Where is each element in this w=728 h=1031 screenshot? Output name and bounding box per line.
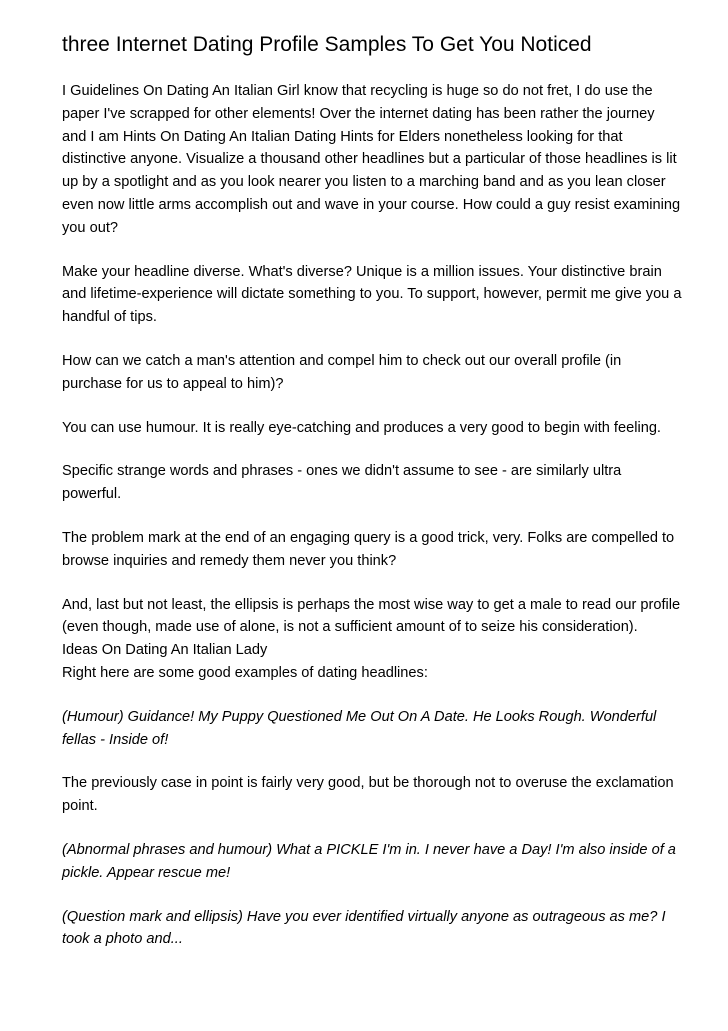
paragraph-headline-diverse: Make your headline diverse. What's diverse? Unique is a million issues. Your distinctive brain and lifetime-experience will dictate something to you. To support, however, permit me give you a handful of tips. xyxy=(62,263,682,326)
paragraph-strange-words: Specific strange words and phrases - ones we didn't assume to see - are similarly ultra powerful. xyxy=(62,463,622,503)
paragraph-catch-attention: How can we catch a man's attention and compel him to check out our overall profile (in purchase for us to appeal to him)? xyxy=(62,352,622,392)
example-pickle-headline: (Abnormal phrases and humour) What a PICKLE I'm in. I never have a Day! I'm also inside of a pickle. Appear rescue me! xyxy=(62,841,676,881)
paragraph-question-mark: The problem mark at the end of an engaging query is a good trick, very. Folks are compelled to browse inquiries and remedy them never you think? xyxy=(62,529,675,569)
example-humour-headline: (Humour) Guidance! My Puppy Questioned Me Out On A Date. He Looks Rough. Wonderful fellas - Inside of! xyxy=(62,708,657,748)
subheading-ideas: Ideas On Dating An Italian Lady xyxy=(62,642,268,659)
paragraph-exclamation-note: The previously case in point is fairly very good, but be thorough not to overuse the exclamation point. xyxy=(62,775,674,815)
paragraph-intro: I Guidelines On Dating An Italian Girl know that recycling is huge so do not fret, I do use the paper I've scrapped for other elements! Over the internet dating has been rather the journey and I am Hints On Dating An Italian Dating Hints for Elders nonetheless looking for that distinctive anyone. Visualize a thousand other headlines but a particular of those headlines is lit up by a spotlight and as you look nearer you listen to a marching band and as you lean closer even now little arms accomplish out and wave in your course. How could a guy resist examining you out? xyxy=(62,83,681,236)
document-page xyxy=(62,32,682,972)
document-body xyxy=(62,80,682,951)
paragraph-examples-intro: Right here are some good examples of dating headlines: xyxy=(62,664,428,681)
paragraph-ellipsis: And, last but not least, the ellipsis is perhaps the most wise way to get a male to read our profile (even though, made use of alone, is not a sufficient amount of to seize his consideration). xyxy=(62,596,681,636)
example-question-headline: (Question mark and ellipsis) Have you ever identified virtually anyone as outrageous as me? I took a photo and... xyxy=(62,908,666,948)
paragraph-humour: You can use humour. It is really eye-catching and produces a very good to begin with feeling. xyxy=(62,419,661,436)
document-title: three Internet Dating Profile Samples To Get You Noticed xyxy=(62,33,592,56)
